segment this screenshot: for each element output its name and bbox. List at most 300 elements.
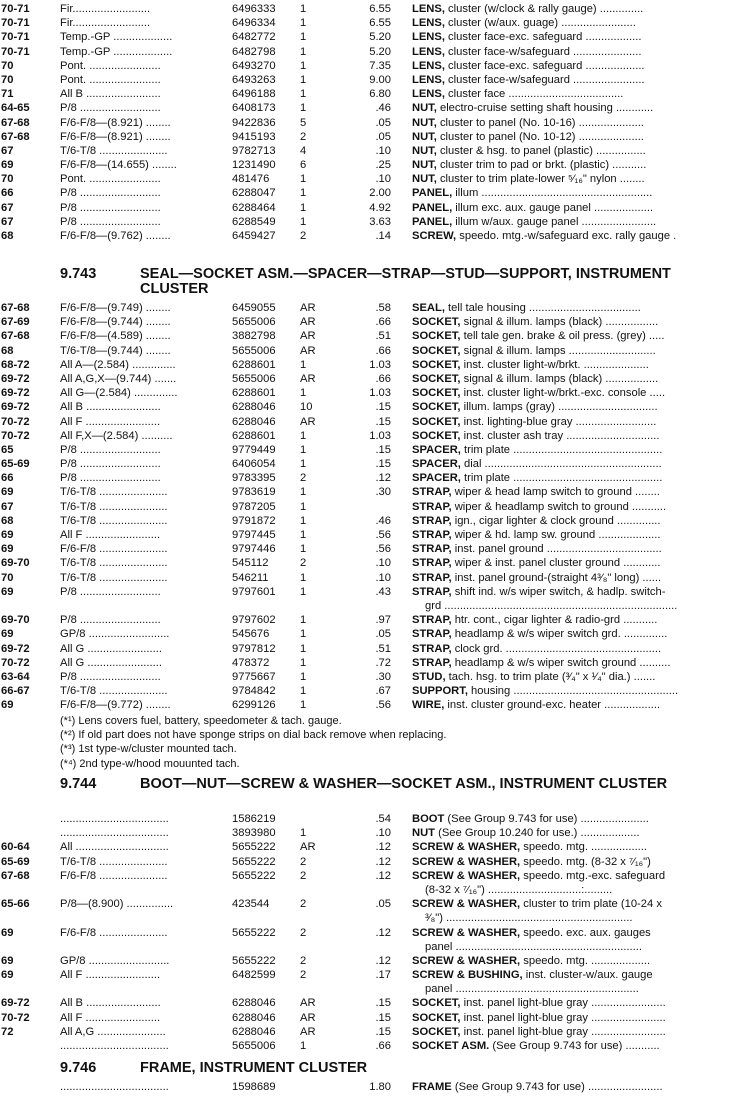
quantity: 2 — [300, 898, 307, 911]
price: .46 — [375, 102, 391, 115]
model-code: All F,X—(2.584) .......... — [60, 429, 173, 442]
model-code: F/6-F/8 ...................... — [60, 926, 168, 939]
part-description — [412, 73, 748, 87]
part-name: SOCKET, — [412, 415, 461, 428]
part-name: NUT — [412, 827, 435, 840]
part-description — [412, 897, 748, 911]
model-code: All B ........................ — [60, 88, 161, 101]
part-row — [0, 116, 750, 130]
part-description — [412, 670, 748, 684]
price: .46 — [375, 514, 391, 527]
quantity: 1 — [300, 45, 307, 58]
part-number: 9797446 — [232, 543, 276, 556]
year-range: 69-72 — [1, 401, 30, 414]
model-code: P/8 .......................... — [60, 187, 161, 200]
part-name: SEAL, — [412, 302, 445, 314]
part-number: 9797602 — [232, 614, 276, 627]
part-number: 546211 — [232, 571, 269, 584]
quantity: 1 — [300, 17, 307, 30]
model-code: All B ........................ — [60, 401, 161, 414]
year-range: 69 — [1, 486, 14, 499]
part-name: SCREW & WASHER, — [412, 954, 521, 967]
model-code: All F ........................ — [60, 415, 161, 428]
part-detail: inst. panel light-blue gray ........................ — [460, 1025, 666, 1038]
part-description — [412, 186, 748, 200]
part-name: WIRE, — [412, 699, 445, 712]
quantity: AR — [300, 997, 316, 1010]
part-detail: speedo. mtg. (8-32 x ⁷⁄₁₆") — [520, 855, 651, 868]
year-range: 66-67 — [1, 685, 30, 698]
quantity: 2 — [300, 472, 307, 485]
part-description — [412, 2, 748, 16]
price: .12 — [375, 869, 391, 882]
part-detail: dial ......................................................... — [460, 458, 662, 471]
year-range: 70-72 — [1, 656, 30, 669]
model-code: P/8 .......................... — [60, 472, 161, 485]
year-range: 67-68 — [1, 116, 30, 129]
quantity: 1 — [300, 685, 307, 698]
year-range: 70 — [1, 59, 14, 72]
part-row-continuation — [0, 940, 750, 954]
part-name: PANEL, — [412, 201, 453, 214]
part-number: 6406054 — [232, 458, 276, 471]
year-range: 70-72 — [1, 1011, 30, 1024]
model-code: T/6-T/8 ...................... — [60, 557, 168, 570]
price: .51 — [375, 330, 391, 343]
part-row — [0, 400, 750, 414]
quantity: 1 — [300, 543, 307, 556]
part-description — [412, 656, 748, 670]
part-name: STRAP, — [412, 486, 452, 499]
part-detail: signal & illum. lamps (black) ................. — [460, 372, 659, 385]
quantity: 1 — [300, 59, 307, 72]
quantity: 1 — [300, 628, 307, 641]
part-description — [412, 30, 748, 44]
part-description — [412, 500, 748, 514]
footnotes — [0, 714, 750, 771]
part-name: SOCKET, — [412, 387, 461, 400]
part-row — [0, 358, 750, 372]
part-name: STRAP, — [412, 628, 452, 641]
part-row — [0, 215, 750, 229]
year-range: 70-71 — [1, 45, 30, 58]
part-name: FRAME — [412, 1081, 452, 1093]
part-detail: speedo. mtg.-exc. safeguard — [520, 869, 666, 882]
price: .10 — [375, 571, 391, 584]
part-name: BOOT — [412, 813, 445, 825]
part-row — [0, 855, 750, 869]
quantity: 1 — [300, 670, 307, 683]
model-code: P/8—(8.900) ............... — [60, 898, 174, 911]
part-row — [0, 585, 750, 599]
year-range: 69 — [1, 954, 14, 967]
price: .43 — [375, 585, 391, 598]
year-range: 67 — [1, 144, 14, 157]
part-description — [412, 996, 748, 1010]
quantity: 2 — [300, 969, 307, 982]
quantity: 1 — [300, 443, 307, 456]
part-detail: illum. lamps (gray) ................................ — [460, 401, 658, 414]
year-range: 60-64 — [1, 841, 30, 854]
part-description — [412, 344, 748, 358]
price: .12 — [375, 841, 391, 854]
part-row — [0, 556, 750, 570]
part-detail: illum ....................................................... — [452, 187, 653, 200]
part-number: 6496333 — [232, 3, 276, 15]
year-range: 68 — [1, 344, 14, 357]
price: .66 — [375, 344, 391, 357]
part-row — [0, 101, 750, 115]
quantity: 5 — [300, 116, 307, 129]
part-detail: illum w/aux. gauge panel ........................ — [452, 215, 657, 228]
price: 4.92 — [369, 201, 391, 214]
model-code: All F ........................ — [60, 529, 161, 541]
footnote: (*⁴) 2nd type-w/hood mouunted tach. — [60, 757, 240, 770]
part-row — [0, 670, 750, 684]
part-row — [0, 59, 750, 73]
section-number: 9.744 — [60, 776, 97, 792]
year-range: 69-72 — [1, 642, 30, 655]
quantity: 1 — [300, 571, 307, 584]
part-number: 9784842 — [232, 685, 276, 698]
quantity: 2 — [300, 230, 307, 242]
part-detail-continued: grd ........................................................................... — [425, 599, 678, 612]
year-range: 70-71 — [1, 17, 30, 30]
part-row — [0, 471, 750, 485]
model-code: All G ........................ — [60, 656, 162, 669]
model-code: Fir......................... — [60, 3, 151, 15]
part-name: LENS, — [412, 59, 445, 72]
price: .15 — [375, 401, 391, 414]
part-detail: cluster to panel (No. 10-12) ..................... — [436, 130, 644, 143]
price: .10 — [375, 557, 391, 570]
year-range: 71 — [1, 88, 14, 101]
model-code: All F ........................ — [60, 1011, 161, 1024]
part-detail: cluster (w/aux. guage) ........................ — [444, 17, 636, 30]
price: .15 — [375, 1025, 391, 1038]
part-number: 6482798 — [232, 45, 276, 58]
parts-list-9746 — [0, 1080, 750, 1094]
quantity: 1 — [300, 358, 307, 371]
model-code: All G—(2.584) .............. — [60, 387, 178, 400]
part-detail: speedo. mtg. .................. — [520, 841, 647, 854]
part-name: LENS, — [412, 3, 445, 15]
price: .97 — [375, 614, 391, 627]
price: .10 — [375, 827, 391, 840]
part-description — [412, 627, 748, 641]
quantity: 1 — [300, 529, 307, 541]
quantity: 1 — [300, 187, 307, 200]
part-row — [0, 840, 750, 854]
part-number: 6493263 — [232, 73, 276, 86]
model-code: F/6-F/8—(9.772) ........ — [60, 699, 171, 712]
parts-list-9743 — [0, 301, 750, 712]
quantity: 1 — [300, 614, 307, 627]
model-code: Pont. ....................... — [60, 173, 161, 186]
part-detail: electro-cruise setting shaft housing ............ — [436, 102, 654, 115]
part-number: 9783395 — [232, 472, 276, 485]
year-range: 66 — [1, 187, 14, 200]
part-number: 6299126 — [232, 699, 276, 712]
quantity: 2 — [300, 557, 307, 570]
part-number: 9422836 — [232, 116, 276, 129]
price: .66 — [375, 372, 391, 385]
model-code: All A,G,X—(9.744) ....... — [60, 372, 177, 385]
parts-list-continued — [0, 2, 750, 243]
year-range: 65-69 — [1, 458, 30, 471]
part-description — [412, 485, 748, 499]
part-description — [412, 585, 748, 599]
part-name: LENS, — [412, 45, 445, 58]
part-number: 9787205 — [232, 500, 276, 513]
part-row — [0, 627, 750, 641]
quantity: AR — [300, 302, 316, 314]
part-description — [412, 144, 748, 158]
part-number: 1598689 — [232, 1081, 276, 1093]
part-row — [0, 926, 750, 940]
part-description — [412, 698, 748, 712]
part-detail: signal & illum. lamps (black) ................. — [460, 316, 659, 329]
price: .14 — [375, 230, 391, 242]
part-row-continuation — [0, 911, 750, 925]
part-name: LENS, — [412, 88, 445, 101]
year-range: 69 — [1, 628, 14, 641]
part-row — [0, 429, 750, 443]
part-row — [0, 500, 750, 514]
section-title: SEAL—SOCKET ASM.—SPACER—STRAP—STUD—SUPPORT, INSTRUMENT CLUSTER — [140, 266, 671, 297]
part-description — [412, 826, 748, 840]
model-code: T/6-T/8 ...................... — [60, 514, 168, 527]
part-row — [0, 329, 750, 343]
price: 1.03 — [369, 387, 391, 400]
part-name: LENS, — [412, 31, 445, 44]
model-code: T/6-T/8—(9.744) ........ — [60, 344, 171, 357]
quantity: AR — [300, 372, 316, 385]
part-description — [412, 684, 748, 698]
year-range: 69-72 — [1, 372, 30, 385]
price: .10 — [375, 144, 391, 157]
part-name: LENS, — [412, 17, 445, 30]
part-name: STRAP, — [412, 514, 452, 527]
part-name: NUT, — [412, 159, 437, 172]
model-code: GP/8 .......................... — [60, 954, 170, 967]
part-name: STRAP, — [412, 642, 452, 655]
quantity: 2 — [300, 855, 307, 868]
model-code: F/6-F/8—(9.744) ........ — [60, 316, 171, 329]
price: .58 — [375, 302, 391, 314]
part-number: 9797601 — [232, 585, 276, 598]
part-name: PANEL, — [412, 215, 453, 228]
part-row — [0, 229, 750, 243]
part-row — [0, 826, 750, 840]
part-name: SPACER, — [412, 443, 461, 456]
quantity: 1 — [300, 827, 307, 840]
part-name: SOCKET, — [412, 358, 461, 371]
quantity: 4 — [300, 144, 307, 157]
part-row — [0, 2, 750, 16]
price: .12 — [375, 855, 391, 868]
part-row — [0, 1039, 750, 1053]
quantity: 2 — [300, 926, 307, 939]
year-range: 70 — [1, 571, 14, 584]
part-detail: wiper & inst. panel cluster ground ............ — [451, 557, 661, 570]
part-description — [412, 372, 748, 386]
part-number: 545676 — [232, 628, 270, 641]
part-name: SOCKET ASM. — [412, 1040, 490, 1052]
price: 6.55 — [369, 3, 391, 15]
price: .66 — [375, 1040, 391, 1052]
part-number: 6496188 — [232, 88, 276, 101]
price: .05 — [375, 628, 391, 641]
part-row — [0, 73, 750, 87]
part-number: 9797445 — [232, 529, 276, 541]
part-name: NUT, — [412, 144, 437, 157]
part-detail: headlamp & w/s wiper switch grd. .............. — [451, 628, 668, 641]
part-number: 6288047 — [232, 187, 276, 200]
price: .05 — [375, 898, 391, 911]
part-number: 9779449 — [232, 443, 276, 456]
part-detail: cluster face-exc. safeguard ................... — [444, 59, 645, 72]
section-title: FRAME, INSTRUMENT CLUSTER — [140, 1060, 368, 1076]
price: .15 — [375, 458, 391, 471]
part-name: STRAP, — [412, 543, 452, 556]
part-name: SOCKET, — [412, 1025, 461, 1038]
year-range: 67-68 — [1, 330, 30, 343]
year-range: 70-72 — [1, 429, 30, 442]
part-detail: inst. cluster ash tray .............................. — [460, 429, 660, 442]
price: .66 — [375, 316, 391, 329]
year-range: 70-71 — [1, 31, 30, 44]
price: .12 — [375, 954, 391, 967]
part-name: SCREW & BUSHING, — [412, 969, 523, 982]
part-detail: trim plate ................................................ — [460, 443, 663, 456]
part-row — [0, 542, 750, 556]
price: .54 — [375, 813, 391, 825]
year-range: 65-66 — [1, 898, 30, 911]
part-detail: inst. panel light-blue gray ........................ — [460, 997, 666, 1010]
part-name: LENS, — [412, 73, 445, 86]
quantity: 1 — [300, 88, 307, 101]
year-range: 67 — [1, 201, 14, 214]
model-code: All G ........................ — [60, 642, 162, 655]
quantity: 2 — [300, 869, 307, 882]
part-name: SCREW & WASHER, — [412, 926, 521, 939]
quantity: 1 — [300, 585, 307, 598]
part-name: STRAP, — [412, 614, 452, 627]
model-code: F/6-F/8—(8.921) ........ — [60, 116, 171, 129]
price: .30 — [375, 670, 391, 683]
year-range: 67-68 — [1, 130, 30, 143]
part-name: SOCKET, — [412, 344, 461, 357]
part-name: STRAP, — [412, 585, 452, 598]
part-row-continuation — [0, 982, 750, 996]
part-row — [0, 201, 750, 215]
parts-list-9744 — [0, 812, 750, 1053]
model-code: P/8 .......................... — [60, 670, 161, 683]
year-range: 65-69 — [1, 855, 30, 868]
price: 6.55 — [369, 17, 391, 30]
part-description — [412, 329, 748, 343]
model-code: F/6-F/8—(9.749) ........ — [60, 302, 171, 314]
part-number: 481476 — [232, 173, 270, 186]
model-code: All F ........................ — [60, 969, 161, 982]
part-description — [412, 556, 748, 570]
part-number: 1231490 — [232, 159, 276, 172]
part-detail: shift ind. w/s wiper switch, & hadlp. switch- — [451, 585, 666, 598]
part-name: SCREW & WASHER, — [412, 869, 521, 882]
part-description — [412, 542, 748, 556]
part-detail: inst. cluster light-w/brkt.-exc. console ..... — [460, 387, 666, 400]
part-detail: tach. hsg. to trim plate (³⁄₄" x ¹⁄₄" dia.) ....... — [445, 670, 656, 683]
part-row — [0, 144, 750, 158]
quantity: AR — [300, 1011, 316, 1024]
part-row — [0, 30, 750, 44]
part-row — [0, 172, 750, 186]
model-code: P/8 .......................... — [60, 458, 161, 471]
part-row — [0, 415, 750, 429]
year-range: 68-72 — [1, 358, 30, 371]
part-number: 6288046 — [232, 1025, 276, 1038]
part-name: SUPPORT, — [412, 685, 468, 698]
part-detail: speedo. mtg.-w/safeguard exc. rally gauge . — [456, 230, 677, 242]
part-detail: inst. lighting-blue gray .......................... — [460, 415, 657, 428]
quantity: AR — [300, 316, 316, 329]
part-detail: ign., cigar lighter & clock ground .............. — [451, 514, 661, 527]
part-name: SOCKET, — [412, 429, 461, 442]
part-number: 3893980 — [232, 827, 276, 840]
model-code: F/6-F/8 ...................... — [60, 869, 168, 882]
price: .56 — [375, 529, 391, 541]
part-description — [412, 101, 748, 115]
price: 7.35 — [369, 59, 391, 72]
year-range: 65 — [1, 443, 14, 456]
part-number: 6459427 — [232, 230, 276, 242]
part-name: NUT, — [412, 102, 437, 115]
part-description — [412, 87, 748, 101]
part-name: SOCKET, — [412, 1011, 461, 1024]
part-detail: (See Group 10.240 for use.) ................... — [435, 827, 640, 840]
part-description — [412, 215, 748, 229]
year-range: 66 — [1, 472, 14, 485]
model-code: T/6-T/8 ...................... — [60, 571, 168, 584]
part-detail-continued: (8-32 x ⁷⁄₁₆") ..............................:......... — [425, 883, 613, 896]
part-number: 6288046 — [232, 1011, 276, 1024]
model-code: T/6-T/8 ...................... — [60, 855, 168, 868]
price: .56 — [375, 543, 391, 556]
model-code: All B ........................ — [60, 997, 161, 1010]
part-row — [0, 186, 750, 200]
part-number: 9775667 — [232, 670, 276, 683]
part-number: 9415193 — [232, 130, 276, 143]
part-name: NUT, — [412, 116, 437, 129]
price: .05 — [375, 130, 391, 143]
part-detail: cluster to panel (No. 10-16) ..................... — [436, 116, 644, 129]
part-detail: inst. panel light-blue gray ........................ — [460, 1011, 666, 1024]
part-number: 6459055 — [232, 302, 276, 314]
part-number: 6288046 — [232, 415, 276, 428]
model-code: P/8 .......................... — [60, 443, 161, 456]
year-range: 69-72 — [1, 387, 30, 400]
part-number: 5655006 — [232, 344, 276, 357]
part-number: 9791872 — [232, 514, 276, 527]
model-code: F/6-F/8—(4.589) ........ — [60, 330, 171, 343]
year-range: 69-70 — [1, 614, 30, 627]
price: .72 — [375, 656, 391, 669]
part-detail: cluster to trim plate-lower ⁵⁄₁₆" nylon ........ — [436, 173, 645, 186]
part-number: 5655006 — [232, 316, 276, 329]
year-range: 70 — [1, 73, 14, 86]
part-row — [0, 968, 750, 982]
